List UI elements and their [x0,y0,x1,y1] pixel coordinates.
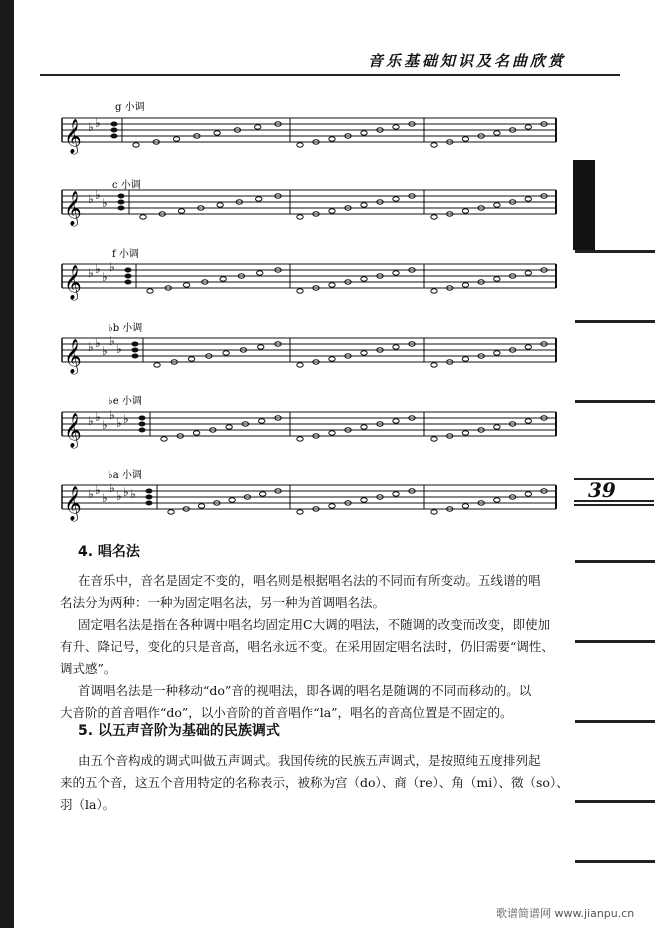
treble-clef-icon: 𝄞 [64,119,82,154]
scale-note [297,215,303,219]
flat-sign-icon: ♭ [109,260,115,274]
chord-note [118,200,125,205]
scale-note [226,425,232,429]
flat-sign-icon: ♭ [88,340,94,354]
scale-note [525,492,531,496]
scale-label-g-minor: g 小调 [115,102,145,113]
scale-note [494,425,500,429]
scale-note [140,215,146,219]
flat-sign-icon: ♭ [88,192,94,206]
flat-sign-icon: ♭ [116,489,122,503]
scale-note [462,504,468,508]
flat-sign-icon: ♭ [109,481,115,495]
scale-note [525,419,531,423]
chord-note [139,416,146,421]
flat-sign-icon: ♭ [109,408,115,422]
scale-note [178,209,184,213]
scale-note [329,357,335,361]
section-4-paragraph-1 [60,570,564,614]
running-header-title: 音乐基础知识及名曲欣赏 [368,52,567,70]
scale-note [258,345,264,349]
section-5-paragraph-1 [60,750,569,816]
flat-sign-icon: ♭ [116,342,122,356]
chord-note [139,428,146,433]
scale-label-a-flat-minor: ♭a 小调 [108,470,142,481]
text-line: 有升、降记号，变化的只是音高，唱名永远不变。在采用固定唱名法时，仍旧需要“调性、 [60,639,554,654]
text-line: 来的五个音，这五个音用特定的名称表示，被称为宫（do）、商（re）、角（mi）、徵（so）、 [60,775,569,790]
chord-note [111,134,118,139]
scale-note [255,125,261,129]
scale-note [431,215,437,219]
flat-sign-icon: ♭ [88,487,94,501]
text-line: 在音乐中，音名是固定不变的，唱名则是根据唱名法的不同而有所变动。五线谱的唱 [78,573,541,588]
chord-note [111,122,118,127]
scale-note [297,437,303,441]
flat-sign-icon: ♭ [102,196,108,210]
scale-note [193,431,199,435]
scale-note [462,431,468,435]
flat-sign-icon: ♭ [88,414,94,428]
flat-sign-icon: ♭ [123,412,129,426]
treble-clef-icon: 𝄞 [64,265,82,300]
scale-note [462,357,468,361]
flat-sign-icon: ♭ [95,262,101,276]
scale-note [297,510,303,514]
chord-note [118,206,125,211]
scale-note [494,203,500,207]
scale-note [147,289,153,293]
flat-sign-icon: ♭ [95,410,101,424]
scale-note [297,363,303,367]
scale-note [297,289,303,293]
scale-note [494,277,500,281]
scale-note [525,271,531,275]
text-line: 由五个音构成的调式叫做五声调式。我国传统的民族五声调式，是按照纯五度排列起 [78,753,541,768]
scale-note [173,137,179,141]
scale-label-e-flat-minor: ♭e 小调 [108,396,142,407]
scale-note [462,283,468,287]
scale-note [393,345,399,349]
treble-clef-icon: 𝄞 [64,339,82,374]
chord-note [132,354,139,359]
scale-note [223,351,229,355]
text-line: 大音阶的首音唱作“do”，以小音阶的首音唱作“la”，唱名的音高位置是不固定的。 [60,705,513,720]
scale-label-b-flat-minor: ♭b 小调 [108,323,143,334]
scale-note [494,498,500,502]
chord-note [146,489,153,494]
scale-note [462,209,468,213]
scale-note [393,419,399,423]
scale-note [161,437,167,441]
flat-sign-icon: ♭ [88,266,94,280]
site-watermark: 歌谱简谱网 www.jianpu.cn [496,907,635,920]
scale-note [431,437,437,441]
text-line: 固定唱名法是指在各种调中唱名均固定用C大调的唱法，不随调的改变而改变，即使加 [78,617,551,632]
scale-label-c-minor: c 小调 [112,180,141,191]
section-4-heading: 4. 唱名法 [78,544,140,560]
flat-sign-icon: ♭ [95,188,101,202]
scale-note [198,504,204,508]
scale-note [256,197,262,201]
scale-note [183,283,189,287]
treble-clef-icon: 𝄞 [64,486,82,521]
scale-note [168,510,174,514]
chord-note [118,194,125,199]
chord-note [125,268,132,273]
scale-note [361,351,367,355]
flat-sign-icon: ♭ [130,487,136,501]
scale-label-f-minor: f 小调 [112,249,139,260]
scale-note [220,277,226,281]
scale-note [257,271,263,275]
flat-sign-icon: ♭ [95,116,101,130]
scale-note [214,131,220,135]
treble-clef-icon: 𝄞 [64,413,82,448]
text-line: 羽（la）。 [60,797,116,812]
scale-note [361,131,367,135]
chord-note [111,128,118,133]
scale-note [393,125,399,129]
flat-sign-icon: ♭ [88,120,94,134]
scale-note [361,498,367,502]
scale-note [361,203,367,207]
section-5-heading: 5. 以五声音阶为基础的民族调式 [78,723,280,739]
flat-sign-icon: ♭ [102,491,108,505]
scale-note [329,209,335,213]
scale-note [154,363,160,367]
treble-clef-icon: 𝄞 [64,191,82,226]
flat-sign-icon: ♭ [102,418,108,432]
scale-note [431,363,437,367]
scale-note [329,431,335,435]
scale-note [229,498,235,502]
scale-note [494,131,500,135]
scale-note [393,271,399,275]
flat-sign-icon: ♭ [116,416,122,430]
chord-note [146,495,153,500]
scale-note [260,492,266,496]
scale-note [361,425,367,429]
scale-note [259,419,265,423]
chord-note [125,274,132,279]
scale-note [361,277,367,281]
flat-sign-icon: ♭ [109,334,115,348]
text-line: 首调唱名法是一种移动“do”音的视唱法，即各调的唱名是随调的不同而移动的。以 [78,683,532,698]
scale-note [329,283,335,287]
section-4-paragraph-2 [60,614,564,680]
chord-note [139,422,146,427]
flat-sign-icon: ♭ [95,336,101,350]
scale-note [431,143,437,147]
scale-note [133,143,139,147]
flat-sign-icon: ♭ [102,270,108,284]
scale-note [217,203,223,207]
scale-note [494,351,500,355]
scale-note [431,510,437,514]
page-number: 39 [588,478,616,502]
scale-note [462,137,468,141]
scale-note [188,357,194,361]
scale-note [297,143,303,147]
chord-note [146,501,153,506]
chord-note [132,348,139,353]
scale-note [393,197,399,201]
flat-sign-icon: ♭ [123,485,129,499]
scale-note [525,345,531,349]
text-line: 调式感”。 [60,661,117,676]
scale-note [431,289,437,293]
scale-note [525,197,531,201]
scale-note [329,137,335,141]
flat-sign-icon: ♭ [102,344,108,358]
chord-note [132,342,139,347]
text-line: 名法分为两种：一种为固定唱名法，另一种为首调唱名法。 [60,595,386,610]
scale-note [329,504,335,508]
section-4-paragraph-3 [60,680,564,724]
scale-note [525,125,531,129]
chord-note [125,280,132,285]
scale-note [393,492,399,496]
flat-sign-icon: ♭ [95,483,101,497]
